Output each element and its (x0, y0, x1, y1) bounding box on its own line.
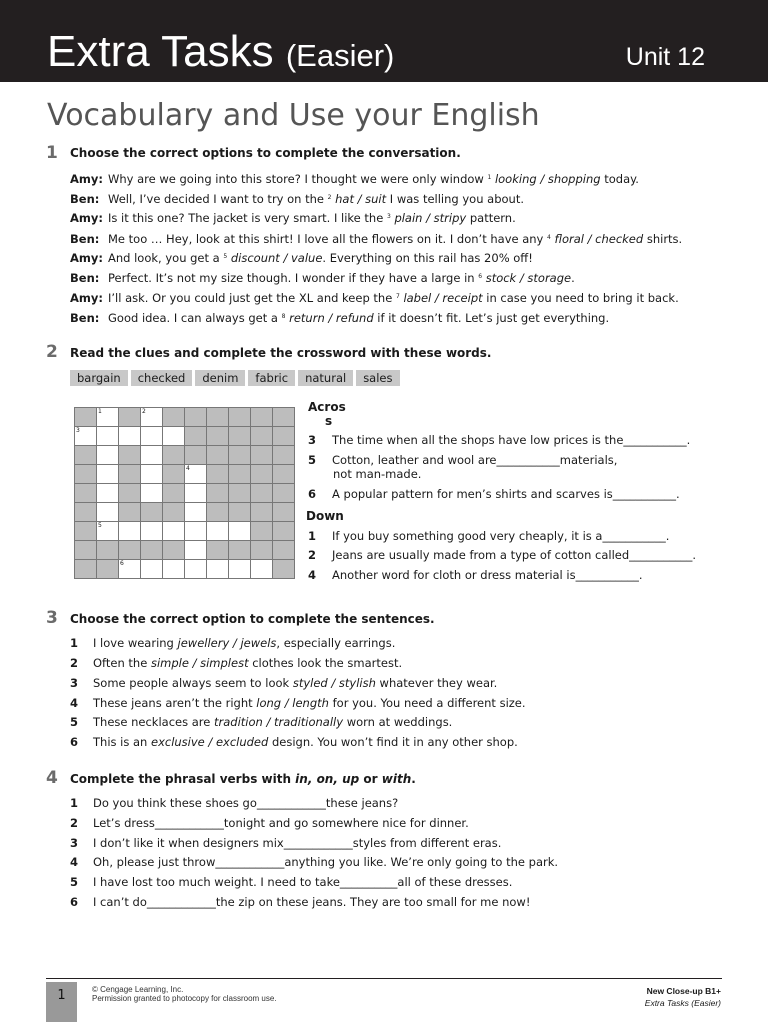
line-text: Is it this one? The jacket is very smart. I like the (108, 211, 387, 225)
clue-across-6 (308, 487, 680, 502)
crossword-cell[interactable] (97, 503, 119, 522)
crossword-cell (163, 408, 185, 427)
line-text: I’ll ask. Or you could just get the XL and keep the (108, 291, 396, 305)
sentence-item (70, 714, 452, 730)
clue-number: 5 (308, 453, 317, 467)
crossword-cell[interactable] (141, 446, 163, 465)
crossword-cell[interactable] (207, 560, 229, 579)
conversation-line (70, 249, 533, 266)
clue-number: 3 (308, 433, 317, 447)
crossword-cell (273, 503, 295, 522)
crossword-cell (273, 408, 295, 427)
conversation-line (70, 309, 609, 326)
option-choice[interactable]: plain / stripy (394, 211, 467, 225)
gap-number: 5 (223, 253, 228, 260)
q4-number: 4 (46, 768, 58, 788)
crossword-cell[interactable] (141, 408, 163, 427)
gap-number: 8 (281, 313, 286, 320)
q4-instruction-end: . (411, 772, 416, 786)
line-text: today. (600, 172, 639, 186)
option-choice[interactable]: floral / checked (554, 232, 644, 246)
clue-across-3 (308, 433, 690, 448)
crossword-cell (251, 465, 273, 484)
crossword-cell (251, 522, 273, 541)
gap-number: 7 (395, 293, 400, 300)
crossword-cell (229, 484, 251, 503)
crossword-cell[interactable] (75, 427, 97, 446)
crossword-cell[interactable] (97, 408, 119, 427)
crossword-cell (229, 503, 251, 522)
q4-instruction-with: with (381, 772, 412, 786)
across-heading-wrap: s (325, 414, 333, 428)
speaker-name: Amy: (70, 251, 103, 265)
word-item: bargain (70, 370, 128, 386)
phrasal-verb-item (70, 894, 530, 910)
clue-down-1 (308, 529, 669, 544)
item-number: 2 (70, 816, 79, 830)
speaker-name: Amy: (70, 172, 103, 186)
word-item: natural (298, 370, 353, 386)
item-number: 6 (70, 895, 79, 909)
crossword-cell (251, 446, 273, 465)
item-number: 5 (70, 875, 79, 889)
crossword-cell (141, 541, 163, 560)
page-header (0, 0, 768, 82)
down-heading: Down (306, 509, 344, 523)
item-number: 4 (70, 855, 79, 869)
crossword-cell (229, 427, 251, 446)
crossword-cell[interactable] (185, 484, 207, 503)
crossword-cell (207, 503, 229, 522)
line-text: Why are we going into this store? I thought we were only window (108, 172, 488, 186)
conversation-line (70, 230, 682, 247)
crossword-cell[interactable] (229, 522, 251, 541)
speaker-name: Ben: (70, 271, 100, 285)
line-text: Well, I’ve decided I want to try on the (108, 192, 328, 206)
crossword-cell[interactable] (163, 560, 185, 579)
conversation-line (70, 209, 516, 226)
clue-number: 4 (308, 568, 317, 582)
book-subtitle: Extra Tasks (Easier) (644, 998, 721, 1008)
option-choice[interactable]: discount / value (230, 251, 323, 265)
crossword-cell (251, 541, 273, 560)
crossword-cell (163, 446, 185, 465)
crossword-cell (141, 503, 163, 522)
gap-number: 2 (327, 194, 332, 201)
crossword-cell[interactable] (119, 560, 141, 579)
phrasal-verb-item (70, 795, 398, 811)
crossword-cell (229, 446, 251, 465)
crossword-cell[interactable] (97, 427, 119, 446)
gap-number: 1 (487, 174, 492, 181)
item-text: Often the (93, 656, 151, 670)
conversation-line (70, 289, 679, 306)
conversation-line (70, 269, 575, 286)
line-text: shirts. (643, 232, 683, 246)
q4-instruction-or: or (359, 772, 382, 786)
item-text[interactable]: I have lost too much weight. I need to take__________all of these dresses. (93, 875, 513, 889)
line-text: Good idea. I can always get a (108, 311, 282, 325)
clue-text: A popular pattern for men’s shirts and scarves is___________. (332, 487, 680, 501)
crossword-cell[interactable] (97, 446, 119, 465)
crossword-cell[interactable] (185, 541, 207, 560)
crossword-cell (251, 408, 273, 427)
crossword-cell (119, 465, 141, 484)
crossword-cell (119, 503, 141, 522)
crossword-cell[interactable] (141, 522, 163, 541)
crossword-cell (273, 484, 295, 503)
item-text[interactable]: I don’t like it when designers mix____________styles from different eras. (93, 836, 502, 850)
clue-text: Cotton, leather and wool are___________materials, (332, 453, 618, 467)
crossword-cell[interactable] (97, 484, 119, 503)
word-item: fabric (248, 370, 295, 386)
crossword-cell (75, 541, 97, 560)
clue-down-4 (308, 568, 643, 583)
page-number: 1 (46, 982, 77, 1022)
option-choice[interactable]: looking / shopping (494, 172, 601, 186)
crossword-cell (207, 484, 229, 503)
item-number: 6 (70, 735, 79, 749)
crossword-cell (163, 503, 185, 522)
item-text: design. You won’t find it in any other shop. (268, 735, 518, 749)
item-number: 3 (70, 836, 79, 850)
line-text: pattern. (466, 211, 516, 225)
crossword-cell[interactable] (185, 465, 207, 484)
crossword-cell (273, 427, 295, 446)
item-number: 3 (70, 676, 79, 690)
item-text: These jeans aren’t the right (93, 696, 257, 710)
crossword-cell (75, 446, 97, 465)
crossword-cell[interactable] (185, 503, 207, 522)
sentence-item (70, 675, 497, 691)
cell-number: 1 (98, 408, 102, 415)
phrasal-verb-item (70, 835, 501, 851)
conversation-line (70, 170, 639, 187)
crossword-cell (207, 427, 229, 446)
item-number: 1 (70, 636, 79, 650)
copyright-text: © Cengage Learning, Inc. (92, 985, 184, 994)
sentence-item (70, 695, 526, 711)
book-title: New Close-up B1+ (646, 986, 721, 996)
crossword-cell (207, 408, 229, 427)
option-choice[interactable]: hat / suit (335, 192, 387, 206)
crossword-cell (185, 427, 207, 446)
word-item: sales (356, 370, 399, 386)
crossword-cell[interactable] (163, 522, 185, 541)
speaker-name: Amy: (70, 211, 103, 225)
option-choice[interactable]: exclusive / excluded (151, 735, 269, 749)
footer-copyright (92, 985, 277, 1003)
crossword-cell[interactable] (185, 522, 207, 541)
line-text: And look, you get a (108, 251, 224, 265)
sentence-item (70, 734, 518, 750)
option-choice[interactable]: return / refund (289, 311, 374, 325)
crossword-cell (185, 408, 207, 427)
across-heading: Acros (308, 400, 346, 414)
crossword-cell (273, 541, 295, 560)
crossword-cell (251, 484, 273, 503)
item-number: 1 (70, 796, 79, 810)
line-text: if it doesn’t fit. Let’s just get everything. (373, 311, 610, 325)
clue-number: 2 (308, 548, 317, 562)
word-item: denim (195, 370, 245, 386)
crossword-cell (97, 541, 119, 560)
q4-instruction-pre: Complete the phrasal verbs with (70, 772, 296, 786)
line-text: Me too … Hey, look at this shirt! I love all the flowers on it. I don’t have any (108, 232, 548, 246)
title-subtitle: (Easier) (285, 38, 395, 73)
crossword-cell (119, 541, 141, 560)
item-text: whatever they wear. (375, 676, 498, 690)
crossword-cell[interactable] (251, 560, 273, 579)
speaker-name: Ben: (70, 232, 100, 246)
item-text: These necklaces are (93, 715, 214, 729)
crossword-cell (207, 465, 229, 484)
item-text[interactable]: Oh, please just throw____________anything you like. We’re only going to the park. (93, 855, 559, 869)
phrasal-verb-item (70, 815, 469, 831)
crossword-cell (119, 484, 141, 503)
crossword-cell (97, 560, 119, 579)
crossword-cell (163, 484, 185, 503)
crossword-cell (273, 446, 295, 465)
option-choice[interactable]: styled / stylish (292, 676, 376, 690)
word-box (70, 370, 403, 386)
crossword-cell (273, 465, 295, 484)
crossword-cell[interactable] (141, 560, 163, 579)
gap-number: 4 (547, 234, 551, 241)
item-text: This is an (93, 735, 151, 749)
line-text: in case you need to bring it back. (482, 291, 679, 305)
crossword-cell[interactable] (119, 427, 141, 446)
clue-text: If you buy something good very cheaply, it is a___________. (332, 529, 670, 543)
crossword-cell (229, 541, 251, 560)
crossword-cell[interactable] (97, 522, 119, 541)
title-main: Extra Tasks (47, 27, 274, 76)
q3-number: 3 (46, 608, 58, 628)
item-text: I love wearing (93, 636, 178, 650)
crossword-cell (273, 522, 295, 541)
cell-number: 4 (186, 465, 190, 472)
item-text: worn at weddings. (343, 715, 453, 729)
crossword-cell[interactable] (119, 522, 141, 541)
crossword-cell (251, 503, 273, 522)
cell-number: 5 (98, 522, 102, 529)
crossword-grid (74, 407, 295, 579)
crossword-cell (185, 446, 207, 465)
gap-number: 6 (478, 273, 483, 280)
crossword-cell[interactable] (141, 484, 163, 503)
clue-number: 1 (308, 529, 317, 543)
clue-number: 6 (308, 487, 317, 501)
crossword-cell[interactable] (97, 465, 119, 484)
crossword-cell (229, 465, 251, 484)
item-text[interactable]: Let’s dress____________tonight and go somewhere nice for dinner. (93, 816, 469, 830)
item-number: 4 (70, 696, 79, 710)
option-choice[interactable]: long / length (256, 696, 329, 710)
crossword-cell[interactable] (163, 427, 185, 446)
unit-label: Unit 12 (625, 43, 705, 71)
cell-number: 6 (120, 560, 124, 567)
option-choice[interactable]: stock / storage (485, 271, 572, 285)
speaker-name: Ben: (70, 311, 100, 325)
sentence-item (70, 635, 395, 651)
crossword-cell (75, 484, 97, 503)
crossword-cell (75, 560, 97, 579)
item-number: 5 (70, 715, 79, 729)
page-title (47, 28, 394, 80)
phrasal-verb-item (70, 874, 512, 890)
line-text: Perfect. It’s not my size though. I wonder if they have a large in (108, 271, 479, 285)
section-heading: Vocabulary and Use your English (47, 98, 540, 133)
phrasal-verb-item (70, 854, 558, 870)
crossword-cell[interactable] (185, 560, 207, 579)
clue-text: Another word for cloth or dress material is___________. (332, 568, 643, 582)
sentence-item (70, 655, 402, 671)
q4-instruction (70, 771, 416, 787)
q4-instruction-words: in, on, up (295, 772, 360, 786)
item-text: clothes look the smartest. (248, 656, 403, 670)
crossword-cell (163, 465, 185, 484)
item-text: for you. You need a different size. (328, 696, 526, 710)
footer-book (645, 985, 721, 1009)
q2-number: 2 (46, 342, 58, 362)
option-choice[interactable]: tradition / traditionally (214, 715, 344, 729)
q1-number: 1 (46, 143, 58, 163)
crossword-cell[interactable] (229, 560, 251, 579)
item-text[interactable]: I can’t do____________the zip on these jeans. They are too small for me now! (93, 895, 531, 909)
clue-down-2 (308, 548, 696, 563)
item-text: , especially earrings. (276, 636, 396, 650)
option-choice[interactable]: jewellery / jewels (177, 636, 277, 650)
crossword-cell (119, 408, 141, 427)
option-choice[interactable]: simple / simplest (150, 656, 249, 670)
conversation-line (70, 190, 524, 207)
cell-number: 2 (142, 408, 146, 415)
clue-text: Jeans are usually made from a type of cotton called___________. (332, 548, 697, 562)
item-text: Some people always seem to look (93, 676, 293, 690)
crossword-cell (119, 446, 141, 465)
crossword-cell (75, 465, 97, 484)
crossword-cell (207, 541, 229, 560)
line-text: . Everything on this rail has 20% off! (322, 251, 533, 265)
item-number: 2 (70, 656, 79, 670)
q1-instruction: Choose the correct options to complete the conversation. (70, 146, 461, 160)
permission-text: Permission granted to photocopy for classroom use. (92, 994, 277, 1003)
gap-number: 3 (386, 213, 391, 220)
speaker-name: Ben: (70, 192, 100, 206)
q3-instruction: Choose the correct option to complete the sentences. (70, 612, 435, 626)
crossword-cell (75, 408, 97, 427)
clue-text: The time when all the shops have low prices is the___________. (332, 433, 691, 447)
crossword-cell (163, 541, 185, 560)
q2-instruction: Read the clues and complete the crossword with these words. (70, 346, 492, 360)
word-item: checked (131, 370, 193, 386)
crossword-cell (251, 427, 273, 446)
footer-divider (46, 978, 722, 979)
line-text: . (571, 271, 575, 285)
line-text: I was telling you about. (386, 192, 524, 206)
crossword-cell (75, 503, 97, 522)
item-text[interactable]: Do you think these shoes go____________these jeans? (93, 796, 399, 810)
option-choice[interactable]: label / receipt (403, 291, 483, 305)
crossword-cell (273, 560, 295, 579)
clue-across-5 (308, 453, 617, 468)
cell-number: 3 (76, 427, 80, 434)
crossword-cell[interactable] (207, 522, 229, 541)
clue-across-5-cont: not man-made. (333, 467, 422, 481)
crossword-cell[interactable] (141, 427, 163, 446)
crossword-cell (75, 522, 97, 541)
crossword-cell (207, 446, 229, 465)
speaker-name: Amy: (70, 291, 103, 305)
crossword-cell (229, 408, 251, 427)
crossword-cell[interactable] (141, 465, 163, 484)
